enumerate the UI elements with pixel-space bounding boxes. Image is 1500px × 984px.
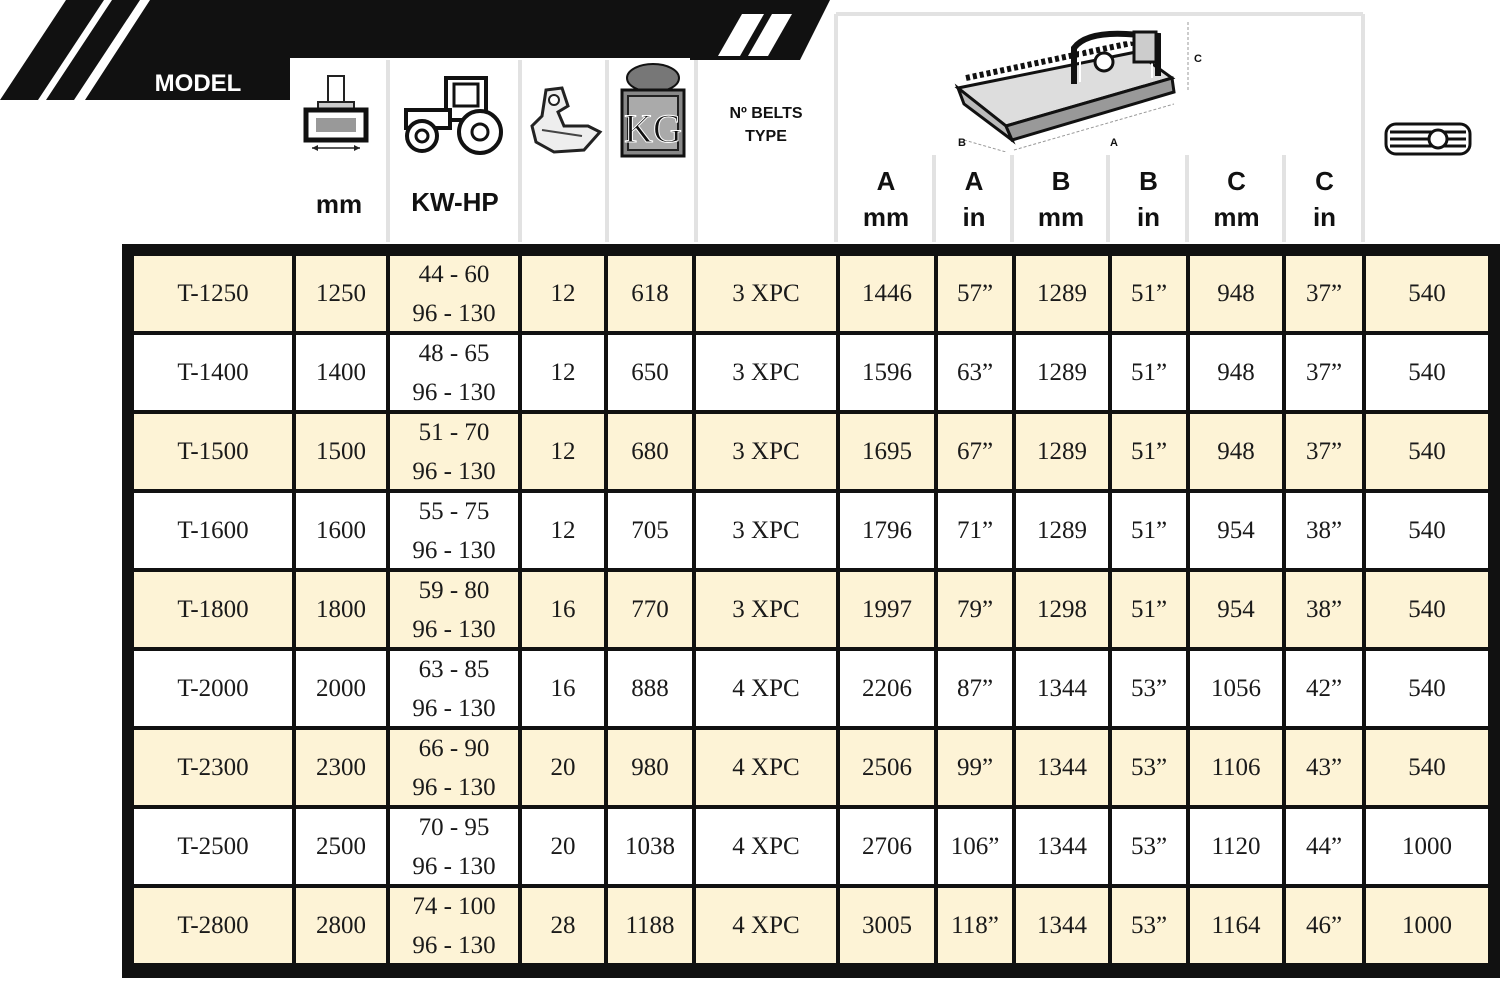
cell-b_in: 51” xyxy=(1112,256,1186,331)
table-row xyxy=(122,730,1500,805)
cell-b_in: 53” xyxy=(1112,730,1186,805)
power-kw: 59 - 80 xyxy=(418,576,490,604)
cell-weight: 1038 xyxy=(608,809,692,884)
cell-power xyxy=(390,414,518,489)
header-b-mm xyxy=(1014,155,1108,242)
cell-power xyxy=(390,730,518,805)
cell-belts: 4 XPC xyxy=(696,651,836,726)
cell-pto: 540 xyxy=(1366,256,1488,331)
header-b-in xyxy=(1110,155,1187,242)
spec-table xyxy=(122,244,1500,978)
cell-blades: 20 xyxy=(522,809,604,884)
cell-c_in: 43” xyxy=(1286,730,1362,805)
cell-b_mm: 1289 xyxy=(1016,335,1108,410)
cell-c_mm: 1120 xyxy=(1190,809,1282,884)
cell-a_in: 79” xyxy=(938,572,1012,647)
cell-a_in: 71” xyxy=(938,493,1012,568)
cell-belts: 4 XPC xyxy=(696,888,836,963)
cell-blades: 20 xyxy=(522,730,604,805)
table-row xyxy=(122,414,1500,489)
cell-b_mm: 1289 xyxy=(1016,256,1108,331)
cell-power xyxy=(390,572,518,647)
header-a-mm xyxy=(838,155,934,242)
cell-pto: 540 xyxy=(1366,335,1488,410)
cell-width: 1400 xyxy=(296,335,386,410)
diagram-label-a: A xyxy=(1110,137,1118,149)
cell-a_mm: 3005 xyxy=(840,888,934,963)
cell-power xyxy=(390,651,518,726)
hammer-blade-icon xyxy=(528,86,608,158)
pto-shaft-icon xyxy=(1384,120,1472,158)
power-hp: 96 - 130 xyxy=(412,852,496,880)
cell-c_mm: 948 xyxy=(1190,414,1282,489)
table-row xyxy=(122,256,1500,331)
a-mm-unit: mm xyxy=(862,202,910,232)
b-mm-letter: B xyxy=(1051,166,1071,196)
cell-b_mm: 1344 xyxy=(1016,651,1108,726)
cell-blades: 12 xyxy=(522,256,604,331)
cell-a_in: 87” xyxy=(938,651,1012,726)
c-mm-letter: C xyxy=(1227,166,1246,196)
header-width xyxy=(290,60,388,242)
cell-weight: 650 xyxy=(608,335,692,410)
cell-blades: 16 xyxy=(522,572,604,647)
power-kw: 44 - 60 xyxy=(418,260,490,288)
header-power xyxy=(390,60,520,242)
power-hp: 96 - 130 xyxy=(412,694,496,722)
header-belts xyxy=(698,60,834,242)
cell-power xyxy=(390,493,518,568)
a-mm-letter: A xyxy=(876,166,896,196)
cell-c_in: 37” xyxy=(1286,414,1362,489)
cell-blades: 12 xyxy=(522,493,604,568)
cell-model: T-1400 xyxy=(134,335,292,410)
cell-width: 2800 xyxy=(296,888,386,963)
cell-width: 2500 xyxy=(296,809,386,884)
power-hp: 96 - 130 xyxy=(412,931,496,959)
b-mm-unit: mm xyxy=(1037,202,1085,232)
cell-pto: 540 xyxy=(1366,493,1488,568)
cell-belts: 4 XPC xyxy=(696,809,836,884)
power-kw: 66 - 90 xyxy=(418,734,490,762)
cell-a_in: 67” xyxy=(938,414,1012,489)
cell-blades: 12 xyxy=(522,335,604,410)
cell-pto: 540 xyxy=(1366,572,1488,647)
header-a-in xyxy=(936,155,1012,242)
cell-a_mm: 1796 xyxy=(840,493,934,568)
cell-weight: 888 xyxy=(608,651,692,726)
cell-model: T-2500 xyxy=(134,809,292,884)
mulcher-dimensions-icon xyxy=(936,18,1216,152)
cell-width: 2000 xyxy=(296,651,386,726)
cell-c_in: 44” xyxy=(1286,809,1362,884)
b-in-letter: B xyxy=(1139,166,1158,196)
cell-c_in: 38” xyxy=(1286,493,1362,568)
cell-model: T-1600 xyxy=(134,493,292,568)
belts-line1: Nº BELTS xyxy=(729,105,803,122)
c-in-unit: in xyxy=(1312,202,1337,232)
header-c-mm xyxy=(1189,155,1284,242)
cell-c_mm: 948 xyxy=(1190,335,1282,410)
header-power-unit: KW-HP xyxy=(411,187,499,217)
a-in-unit: in xyxy=(962,202,986,232)
weight-kg-icon xyxy=(618,62,688,160)
cell-belts: 3 XPC xyxy=(696,572,836,647)
cell-pto: 1000 xyxy=(1366,809,1488,884)
cell-blades: 28 xyxy=(522,888,604,963)
cell-a_mm: 2206 xyxy=(840,651,934,726)
cell-power xyxy=(390,335,518,410)
cell-model: T-2800 xyxy=(134,888,292,963)
power-kw: 70 - 95 xyxy=(418,813,490,841)
cell-c_mm: 948 xyxy=(1190,256,1282,331)
power-hp: 96 - 130 xyxy=(412,299,496,327)
cell-width: 1250 xyxy=(296,256,386,331)
diagram-label-c: C xyxy=(1194,53,1202,65)
cell-c_in: 37” xyxy=(1286,335,1362,410)
cell-c_mm: 954 xyxy=(1190,572,1282,647)
cell-weight: 618 xyxy=(608,256,692,331)
cell-a_mm: 1596 xyxy=(840,335,934,410)
power-kw: 51 - 70 xyxy=(418,418,490,446)
cell-a_in: 63” xyxy=(938,335,1012,410)
cell-pto: 540 xyxy=(1366,651,1488,726)
header-c-in xyxy=(1286,155,1363,242)
table-row xyxy=(122,651,1500,726)
cell-belts: 3 XPC xyxy=(696,414,836,489)
power-kw: 74 - 100 xyxy=(412,892,496,920)
cell-power xyxy=(390,888,518,963)
cell-belts: 3 XPC xyxy=(696,256,836,331)
table-row xyxy=(122,888,1500,963)
a-in-letter: A xyxy=(964,166,984,196)
power-kw: 63 - 85 xyxy=(418,655,490,683)
cell-power xyxy=(390,809,518,884)
power-hp: 96 - 130 xyxy=(412,457,496,485)
cell-a_in: 99” xyxy=(938,730,1012,805)
cell-b_in: 53” xyxy=(1112,888,1186,963)
cell-c_mm: 954 xyxy=(1190,493,1282,568)
cell-a_in: 57” xyxy=(938,256,1012,331)
cell-power xyxy=(390,256,518,331)
cell-model: T-1800 xyxy=(134,572,292,647)
table-row xyxy=(122,572,1500,647)
cell-pto: 540 xyxy=(1366,414,1488,489)
cell-weight: 705 xyxy=(608,493,692,568)
cell-c_in: 37” xyxy=(1286,256,1362,331)
table-row xyxy=(122,809,1500,884)
cell-model: T-2000 xyxy=(134,651,292,726)
cell-model: T-2300 xyxy=(134,730,292,805)
cell-weight: 1188 xyxy=(608,888,692,963)
power-hp: 96 - 130 xyxy=(412,773,496,801)
cell-b_mm: 1344 xyxy=(1016,809,1108,884)
cell-weight: 770 xyxy=(608,572,692,647)
cell-c_mm: 1056 xyxy=(1190,651,1282,726)
cell-b_mm: 1289 xyxy=(1016,414,1108,489)
diagram-label-b: B xyxy=(958,137,966,149)
b-in-unit: in xyxy=(1136,202,1161,232)
cell-a_mm: 1446 xyxy=(840,256,934,331)
cell-pto: 540 xyxy=(1366,730,1488,805)
cell-b_in: 51” xyxy=(1112,572,1186,647)
table-row xyxy=(122,493,1500,568)
cell-a_in: 118” xyxy=(938,888,1012,963)
cell-b_mm: 1298 xyxy=(1016,572,1108,647)
cell-c_mm: 1106 xyxy=(1190,730,1282,805)
cell-c_in: 38” xyxy=(1286,572,1362,647)
header-width-unit: mm xyxy=(315,189,363,219)
cell-pto: 1000 xyxy=(1366,888,1488,963)
cell-weight: 680 xyxy=(608,414,692,489)
cell-c_in: 46” xyxy=(1286,888,1362,963)
cell-width: 1800 xyxy=(296,572,386,647)
kg-text: KG xyxy=(624,106,682,151)
cell-a_in: 106” xyxy=(938,809,1012,884)
cell-b_mm: 1344 xyxy=(1016,888,1108,963)
cell-belts: 3 XPC xyxy=(696,335,836,410)
cell-c_mm: 1164 xyxy=(1190,888,1282,963)
cell-blades: 16 xyxy=(522,651,604,726)
cell-blades: 12 xyxy=(522,414,604,489)
cell-a_mm: 1997 xyxy=(840,572,934,647)
cell-b_in: 53” xyxy=(1112,809,1186,884)
cell-b_in: 51” xyxy=(1112,414,1186,489)
cell-b_in: 51” xyxy=(1112,335,1186,410)
cell-b_mm: 1289 xyxy=(1016,493,1108,568)
power-kw: 48 - 65 xyxy=(418,339,490,367)
cell-belts: 4 XPC xyxy=(696,730,836,805)
power-kw: 55 - 75 xyxy=(418,497,490,525)
c-mm-unit: mm xyxy=(1213,202,1260,232)
cell-b_mm: 1344 xyxy=(1016,730,1108,805)
cell-model: T-1250 xyxy=(134,256,292,331)
power-hp: 96 - 130 xyxy=(412,378,496,406)
cell-width: 1600 xyxy=(296,493,386,568)
cell-b_in: 53” xyxy=(1112,651,1186,726)
power-hp: 96 - 130 xyxy=(412,615,496,643)
cell-belts: 3 XPC xyxy=(696,493,836,568)
cell-b_in: 51” xyxy=(1112,493,1186,568)
cell-width: 1500 xyxy=(296,414,386,489)
cell-a_mm: 2506 xyxy=(840,730,934,805)
belts-line2: TYPE xyxy=(745,128,787,145)
cell-model: T-1500 xyxy=(134,414,292,489)
cell-a_mm: 1695 xyxy=(840,414,934,489)
table-row xyxy=(122,335,1500,410)
power-hp: 96 - 130 xyxy=(412,536,496,564)
cell-a_mm: 2706 xyxy=(840,809,934,884)
cell-width: 2300 xyxy=(296,730,386,805)
cell-c_in: 42” xyxy=(1286,651,1362,726)
c-in-letter: C xyxy=(1315,166,1334,196)
cell-weight: 980 xyxy=(608,730,692,805)
model-label: MODEL xyxy=(154,70,242,97)
